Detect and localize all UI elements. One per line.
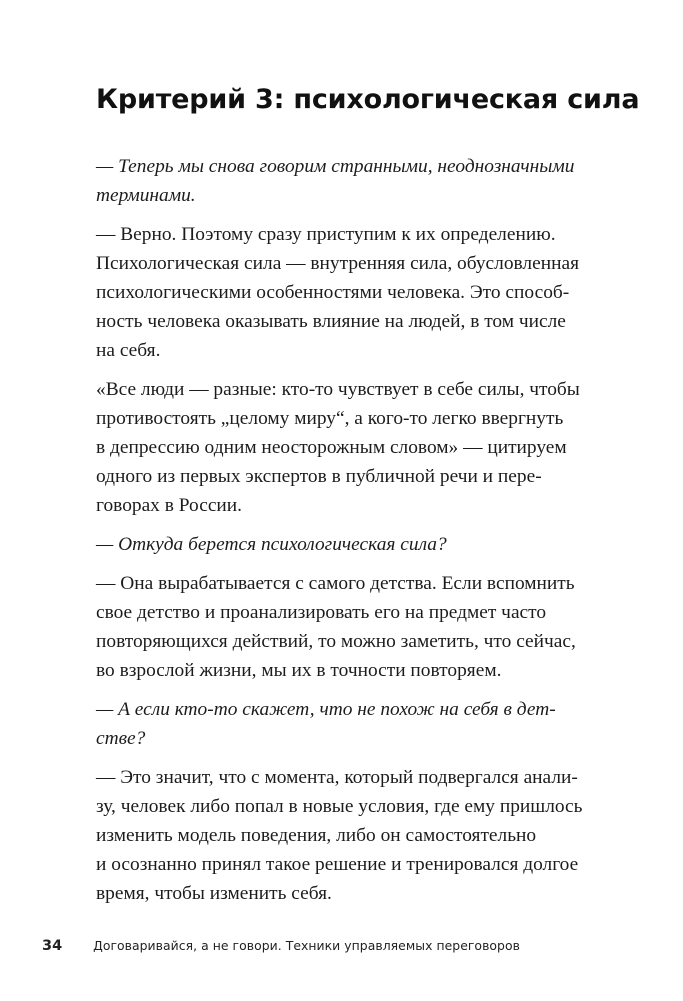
paragraph-answer-3	[96, 763, 586, 908]
paragraph-question-2	[96, 530, 586, 559]
text-line: в депрессию одним неосторожным словом» — цитируем	[96, 437, 567, 458]
text-line: во взрослой жизни, мы их в точности повторяем.	[96, 660, 502, 681]
text-line: Психологическая сила — внутренняя сила, обусловленная	[96, 253, 579, 274]
text-line: на себя.	[96, 340, 161, 361]
page-number: 34	[42, 938, 63, 954]
section-heading: Критерий 3: психологическая сила	[96, 84, 640, 115]
text-line: терминами.	[96, 185, 196, 206]
text-line: стве?	[96, 728, 146, 749]
paragraph-question-3	[96, 695, 586, 753]
text-line: и осознанно принял такое решение и тренировался долгое	[96, 854, 579, 875]
paragraph-answer-1	[96, 220, 586, 365]
text-line: — Откуда берется психологическая сила?	[96, 534, 447, 555]
text-line: — Теперь мы снова говорим странными, неоднозначными	[96, 156, 575, 177]
text-line: — Она вырабатывается с самого детства. Если вспомнить	[96, 573, 575, 594]
text-line: — Это значит, что с момента, который подвергался анали-	[96, 767, 578, 788]
text-line: «Все люди — разные: кто-то чувствует в себе силы, чтобы	[96, 379, 580, 400]
text-line: говорах в России.	[96, 495, 243, 516]
text-line: — А если кто-то скажет, что не похож на себя в дет-	[96, 699, 556, 720]
running-title: Договаривайся, а не говори. Техники управляемых переговоров	[93, 938, 520, 953]
text-line: изменить модель поведения, либо он самостоятельно	[96, 825, 537, 846]
paragraph-question-1	[96, 152, 586, 210]
body-text	[96, 152, 586, 918]
text-line: ность человека оказывать влияние на людей, в том числе	[96, 311, 566, 332]
text-line: свое детство и проанализировать его на предмет часто	[96, 602, 547, 623]
page-footer	[42, 935, 642, 959]
text-line: психологическими особенностями человека. Это способ-	[96, 282, 570, 303]
text-line: — Верно. Поэтому сразу приступим к их определению.	[96, 224, 556, 245]
paragraph-answer-2	[96, 569, 586, 685]
text-line: одного из первых экспертов в публичной речи и пере-	[96, 466, 542, 487]
text-line: зу, человек либо попал в новые условия, где ему пришлось	[96, 796, 583, 817]
text-line: время, чтобы изменить себя.	[96, 883, 332, 904]
paragraph-quote	[96, 375, 586, 520]
text-line: противостоять „целому миру“, а кого-то легко ввергнуть	[96, 408, 564, 429]
text-line: повторяющихся действий, то можно заметить, что сейчас,	[96, 631, 576, 652]
